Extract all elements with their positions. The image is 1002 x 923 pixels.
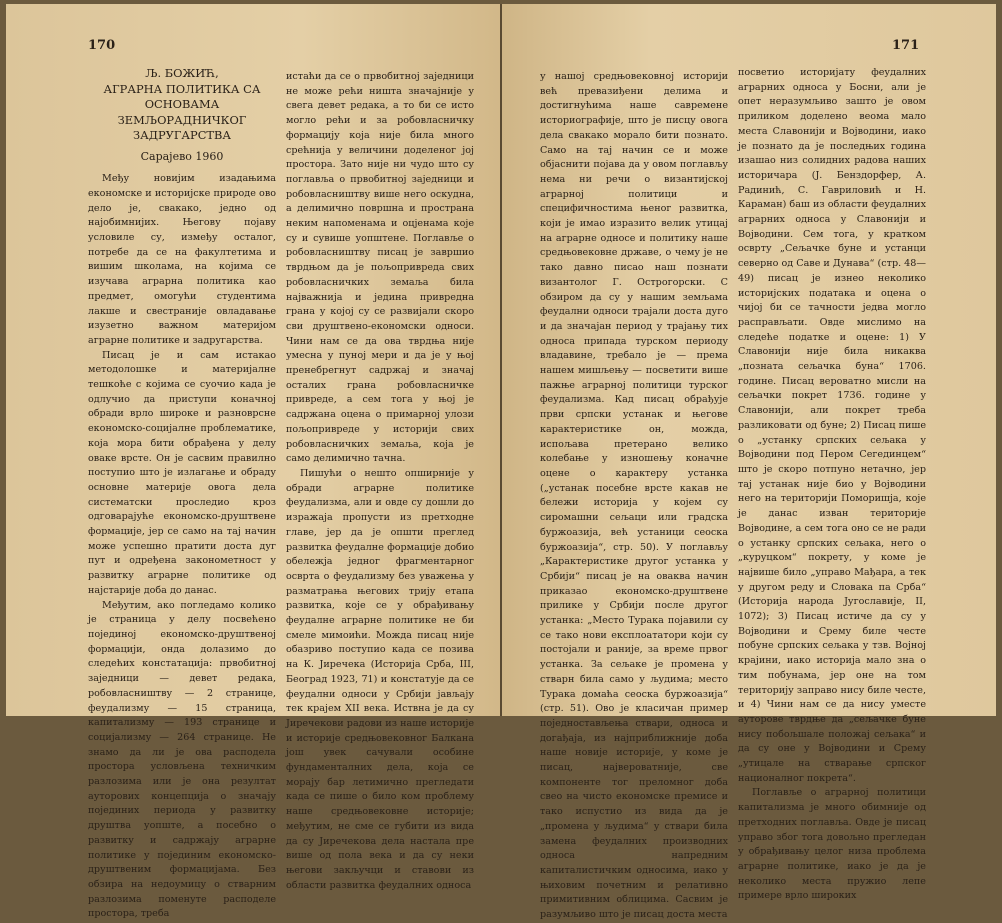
title-line: ЗАДРУГАРСТВА xyxy=(132,128,232,142)
page-number-right: 171 xyxy=(892,38,920,53)
title-line: Љ. БОЖИЋ, xyxy=(145,66,219,80)
place-year: Сарајево 1960 xyxy=(140,149,224,163)
left-page xyxy=(6,4,500,920)
right-column-2 xyxy=(738,66,926,904)
right-column-1 xyxy=(540,70,728,923)
paragraph: посветио историјату феудалних аграрних односа у Босни, али је опет неразумљиво зашто је овом приликом доделено веома мало места Славонији и Војводини, иако је познато да је последњих година изашао низ солидних радова наших историчара (Ј. Бенздорфер, А. Радинић, С. Гавриловић и Н. Караман) баш из области феудалних аграрних односа у Славонији и Војводини. Сем тога, у кратком осврту „Сељачке буне и устанци северно од Саве и Дунава“ (стр. 48—49) писац је изнео неколико историјских података и оцена о чијој би се тачности једва могло расправљати. Овде мислимо на следеће податке и оцене: 1) У Славонији није била никаква „позната сељачка буна“ 1706. године. Писац вероватно мисли на сељачки покрет 1736. године у Славонији, али покрет треба разликовати од буне; 2) Писац пише о „устанку српских сељака у Војводини под Пером Сегединцем“ што је скоро потпуно нетачно, јер тај устанак није био у Војводини него на територији Поморишја, које је данас изван територије Војводине, а сем тога оно се не ради о устанку српских сељака, него о „куруцком“ покрету, у коме је највише било „управо Мађара, а тек у другом реду и Словака па Срба“ (Историја народа Југославије, II, 1072); 3) Писац истиче да су у Војводини и Срему биле честе побуне српских сељака у тзв. Војној крајини, иако историја мало зна о тим побунама, јер оне на том територију заправо нису биле честе, и 4) Чини нам се да нису уместе ауторове тврдње да „сељачке буне нису побољшале положај сељака“ и да су оне у Војводини и Срему „утицале на стварање српског националног покрета“. xyxy=(738,67,926,784)
paragraph: Међутим, ако погледамо колико је страница у делу посвећено појединој економско-друштвеној формацији, онда долазимо до следећих констатација: првобитној заједници — девет редака, робовласништву — 2 странице, феудализму — 15 страница, капитализму — 193 странице и социјализму — 264 странице. Не знамо да ли је ова расподела простора условљена техничким разлозима или је она резултат ауторових концепција о значају појединих периода у развитку друштва уопште, а посебно о развитку и садржају аграрне политике у појединим економско-друштвеним формацијама. Без обзира на недоумицу о стварним разлозима поменуте расподеле простора, треба xyxy=(88,599,276,920)
paragraph: у нашој средњовековној историји већ превазиђени делима и достигнућима наше савремене историографије, што је писцу овога дела свакако морало бити познато. Само на тај начин се и може објаснити појава да у овом поглављу нема ни речи о византијској аграрној политици и специфичностима њеног развитка, који је имао изразито велик утицај на аграрне односе и политику наше средњовековне државе, о чему је не тако давно писао наш познати византолог Г. Острогорски. С обзиром да су у нашим земљама феудални односи трајали доста дуго и да значајан период у трајању тих односа припада турском периоду владавине, требало је — према нашем мишљењу — посветити више пажње аграрној политици турског феудализма. Кад писац обрађује први српски устанак и његове карактеристике он, можда, испољава претерано велико колебање у изношењу коначне оцене о карактеру устанка („устанак посебне врсте какав не бележи историја у којем су сиромашни сељаци или градска буржоазија, већ устаници сеоска буржоазија“, стр. 50). У поглављу „Карактеристике другог устанка у Србији“ писац је на оваква начин приказао економско-друштвене прилике у Србији после другог устанка: „Место Турака појавили су се тако нови експлоататори који су постојали и раније, за време првог устанка. За сељаке је промена у стварн била само у људима; место Турака домаћа сеоска буржоазија“ (стр. 51). Ово је класичан пример поједностављења ствари, односа и догађаја, из најприближније доба наше новије историје, у коме је писац, највероватније, све компоненте тог преломног доба свео на чисто економске премисе и тако испустио из вида да је „промена у људима“ у ствари била замена феудалних производних односа напредним капиталистичким односима, иако у њиховим почетним и релативно примитивним облицима. Сасвим је разумљиво што је писац доста места xyxy=(540,71,728,921)
page-number-left: 170 xyxy=(88,38,116,53)
title-line: АГРАРНА ПОЛИТИКА СА xyxy=(103,81,261,96)
left-column-2 xyxy=(286,70,474,893)
paragraph: Пишући о нешто опширније у обради аграрне политике феудализма, али и овде су дошли до изражаја пропусти из претходне главе, јер да је општи преглед развитка феудалне формације добио обележја једног фрагментарног осврта о феудализму без уважења у разматрања његових трију етапа развитка, које се у обрађивању феудалне аграрне политике не би смеле мимоићи. Можда писац није обазриво поступио када се позива на К. Јиречека (Историја Срба, III, Београд 1923, 71) и констатује да се феудални односи у Србији јављају тек крајем XII века. Иствна је да су Јиречекови радови из наше историје и историје средњовековног Балкана још увек сачували особине фундаменталних дела, која се морају бар летимично прегледати када се пише о било ком проблему наше средњовековне историје; међутим, не сме се губити из вида да су Јиречекова дела настала пре више од пола века и да су неки његови закључци и ставови из области развитка феудалних односа xyxy=(286,467,474,891)
paragraph: Међу новијим изадањима економске и историјске природе ово дело је, свакако, једно од најобимнијих. Његову појаву условиле су, између осталог, потребе да се на факултетима и вишим школама, на којима се изучава аграрна политика као предмет, омогући студентима лакше и свестраније овладавање изузетно важном материјом аграрне политике и задругарства. xyxy=(88,173,276,346)
open-book xyxy=(6,4,996,921)
right-page xyxy=(502,4,996,921)
paragraph: истаћи да се о првобитној заједници не може рећи ништа значајније у свега девет редака, а то би се исто могло рећи и за робовласничку формацију која није била много срећнија у величини доделеног јој простора. Зато није ни чудо што су поглавља о првобитној заједници и робовласништву више него оскудна, а делимично површна и пространа неким напоменама и оцјенама које су и сувише уопштене. Поглавље о робовласништву писац је завршио тврдњом да је пољопривреда свих робовласничких земаља била најважнија и једина привредна грана у којој су се развијали скоро сви друштвено-економски односи. Чини нам се да ова тврдња није умесна у пуној мери и да је у њој пренебрегнут садржај и значај осталих грана робовласничке привреде, а сем тога у њој је садржана оцена о примарној улози пољопривреде у историји свих робовласничких земаља, која је само делимично тачна. xyxy=(286,71,474,465)
left-column-1 xyxy=(88,66,276,922)
paragraph: Писац је и сам истакао методолошке и материјалне тешкоће с којима се суочио када је одлучио да приступи коначној обради врло широке и разноврсне економско-социјалне проблематике, која мора бити обрађена у делу оваке врсте. Он је сасвим правилно поступио што је излагање и обраду основне материје овога дела систематски проследио кроз одговарајуће економско-друштвене формације, јер се само на тај начин може успешно пратити доста дуг пут и одређена законометност у развитку аграрне политике од најстарије доба до данас. xyxy=(88,349,276,596)
title-line: ОСНОВАМА ЗЕМЉОРАДНИЧКОГ xyxy=(117,97,247,127)
review-title xyxy=(88,66,276,144)
paragraph: Поглавље о аграрној политици капитализма је много обимније од претходних поглавља. Овде је писац управо због тога довољно прегледан у обрађивању целог низа проблема аграрне политике, иако је да је неколико места пружио лепе примере врло широких xyxy=(738,787,926,902)
